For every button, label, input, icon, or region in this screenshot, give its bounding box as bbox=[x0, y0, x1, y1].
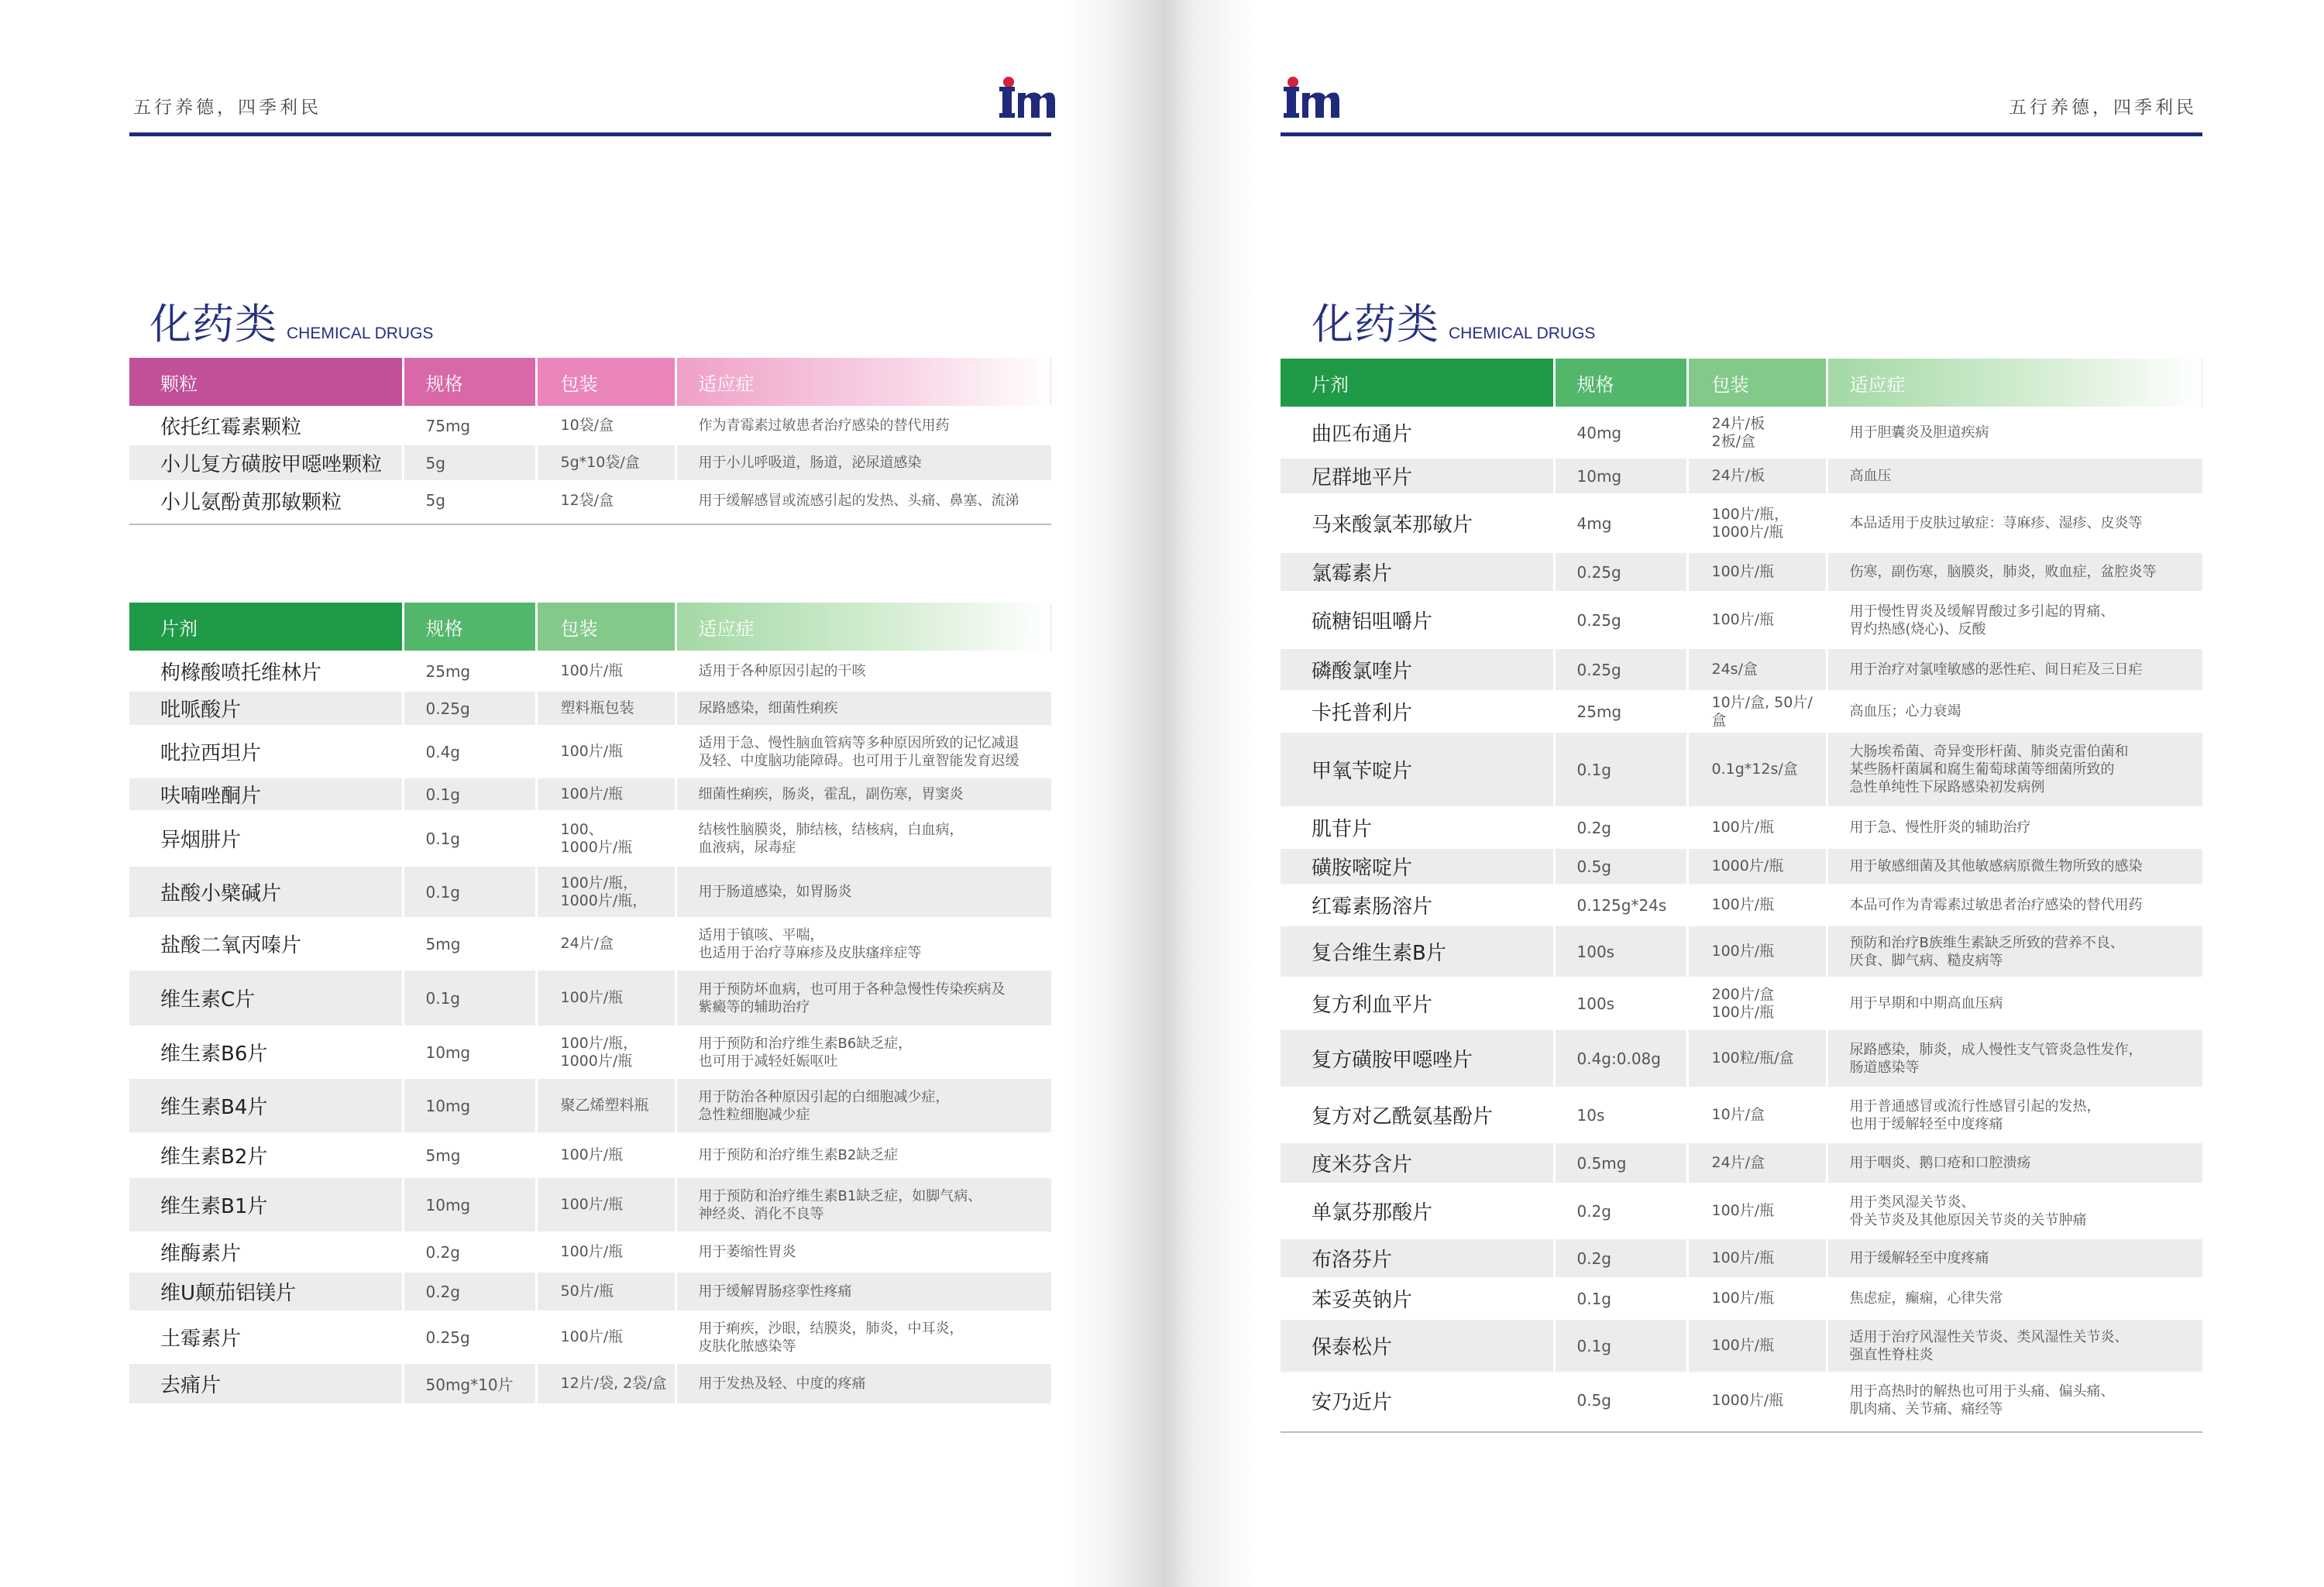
drug-spec: 0.25g bbox=[403, 1312, 536, 1363]
drug-package: 1000片/瓶 bbox=[1687, 1373, 1827, 1427]
table-row bbox=[129, 652, 1051, 691]
drug-indication: 用于普通感冒或流行性感冒引起的发热， 也用于缓解轻至中度疼痛 bbox=[1827, 1088, 2202, 1142]
header-indication: 适应症 bbox=[676, 358, 1051, 407]
tablets-table bbox=[129, 603, 1051, 1403]
drug-package: 100片/瓶 bbox=[536, 1233, 676, 1272]
header-package: 包装 bbox=[536, 358, 676, 407]
drug-spec: 5mg bbox=[403, 1134, 536, 1177]
drug-package: 100、 1000片/瓶 bbox=[536, 812, 676, 866]
drug-indication: 用于痢疾，沙眼，结膜炎，肺炎，中耳炎， 皮肤化脓感染等 bbox=[676, 1312, 1051, 1363]
table-row bbox=[129, 1078, 1051, 1134]
drug-package: 100片/瓶 bbox=[1687, 552, 1827, 593]
table-row bbox=[129, 727, 1051, 778]
drug-spec: 0.125g*24s bbox=[1554, 885, 1687, 926]
drug-package: 100片/瓶， 1000片/瓶 bbox=[1687, 495, 1827, 552]
section-title-cn: 化药类 bbox=[150, 300, 277, 349]
drug-name: 马来酸氯苯那敏片 bbox=[1281, 495, 1554, 552]
table-row bbox=[1281, 692, 2202, 732]
header-indication: 适应症 bbox=[676, 603, 1051, 652]
drug-name: 卡托普利片 bbox=[1281, 692, 1554, 732]
drug-package: 100片/瓶 bbox=[536, 1312, 676, 1363]
table-row bbox=[1281, 848, 2202, 885]
drug-package: 100片/瓶 bbox=[536, 970, 676, 1027]
drug-package: 100片/瓶 bbox=[1687, 1238, 1827, 1279]
table-row bbox=[129, 1134, 1051, 1177]
drug-name: 维酶素片 bbox=[129, 1233, 403, 1272]
drug-spec: 0.1g bbox=[403, 812, 536, 866]
drug-indication: 伤寒，副伤寒，脑膜炎，肺炎，败血症，盆腔炎等 bbox=[1827, 552, 2202, 593]
drug-name: 枸橼酸喷托维林片 bbox=[129, 652, 403, 691]
drug-indication: 用于预防和治疗维生素B2缺乏症 bbox=[676, 1134, 1051, 1177]
drug-indication: 细菌性痢疾，肠炎，霍乱，副伤寒，胃窦炎 bbox=[676, 778, 1051, 812]
drug-name: 安乃近片 bbox=[1281, 1373, 1554, 1427]
section-title-en: CHEMICAL DRUGS bbox=[1449, 325, 1596, 342]
header-package: 包装 bbox=[1687, 359, 1827, 408]
drug-name: 复方磺胺甲噁唑片 bbox=[1281, 1029, 1554, 1088]
drug-name: 苯妥英钠片 bbox=[1281, 1279, 1554, 1319]
drug-indication: 用于胆囊炎及胆道疾病 bbox=[1827, 408, 2202, 458]
drug-spec: 0.25g bbox=[1554, 648, 1687, 692]
header-spec: 规格 bbox=[403, 358, 536, 407]
table-row bbox=[129, 919, 1051, 970]
drug-indication: 用于预防和治疗维生素B6缺乏症， 也可用于减轻妊娠呕吐 bbox=[676, 1027, 1051, 1078]
drug-indication: 用于早期和中期高血压病 bbox=[1827, 978, 2202, 1029]
header-category: 颗粒 bbox=[129, 358, 403, 407]
drug-name: 红霉素肠溶片 bbox=[1281, 885, 1554, 926]
drug-name: 盐酸小檗碱片 bbox=[129, 866, 403, 919]
drug-indication: 适用于镇咳、平喘， 也适用于治疗荨麻疹及皮肤瘙痒症等 bbox=[676, 919, 1051, 970]
drug-package: 50片/瓶 bbox=[536, 1272, 676, 1312]
drug-indication: 用于预防坏血病，也可用于各种急慢性传染疾病及 紫癜等的辅助治疗 bbox=[676, 970, 1051, 1027]
drug-name: 小儿复方磺胺甲噁唑颗粒 bbox=[129, 445, 403, 482]
drug-name: 保泰松片 bbox=[1281, 1319, 1554, 1373]
header-spec: 规格 bbox=[1554, 359, 1687, 408]
drug-name: 度米芬含片 bbox=[1281, 1142, 1554, 1184]
drug-name: 依托红霉素颗粒 bbox=[129, 407, 403, 445]
drug-package: 100片/瓶 bbox=[536, 778, 676, 812]
drug-spec: 0.2g bbox=[1554, 1184, 1687, 1238]
drug-spec: 0.1g bbox=[1554, 732, 1687, 808]
table-row bbox=[129, 407, 1051, 445]
table-row bbox=[1281, 732, 2202, 808]
table-header-row bbox=[129, 603, 1051, 652]
drug-spec: 75mg bbox=[403, 407, 536, 445]
table-row bbox=[1281, 1184, 2202, 1238]
drug-name: 单氯芬那酸片 bbox=[1281, 1184, 1554, 1238]
drug-spec: 0.1g bbox=[1554, 1319, 1687, 1373]
drug-indication: 用于治疗对氯喹敏感的恶性疟、间日疟及三日疟 bbox=[1827, 648, 2202, 692]
drug-name: 复合维生素B片 bbox=[1281, 926, 1554, 978]
drug-indication: 适用于各种原因引起的干咳 bbox=[676, 652, 1051, 691]
drug-name: 维生素C片 bbox=[129, 970, 403, 1027]
table-row bbox=[1281, 885, 2202, 926]
drug-spec: 50mg*10片 bbox=[403, 1363, 536, 1403]
drug-indication: 尿路感染，肺炎，成人慢性支气管炎急性发作， 肠道感染等 bbox=[1827, 1029, 2202, 1088]
drug-spec: 25mg bbox=[403, 652, 536, 691]
drug-name: 吡拉西坦片 bbox=[129, 727, 403, 778]
drug-package: 1000片/瓶 bbox=[1687, 848, 1827, 885]
header-package: 包装 bbox=[536, 603, 676, 652]
section-title bbox=[150, 291, 433, 351]
drug-name: 土霉素片 bbox=[129, 1312, 403, 1363]
drug-package: 10袋/盒 bbox=[536, 407, 676, 445]
drug-package: 100片/瓶 bbox=[536, 1177, 676, 1233]
drug-indication: 本品可作为青霉素过敏患者治疗感染的替代用药 bbox=[1827, 885, 2202, 926]
drug-package: 100片/瓶 bbox=[1687, 593, 1827, 648]
drug-spec: 0.2g bbox=[403, 1233, 536, 1272]
drug-spec: 100s bbox=[1554, 926, 1687, 978]
drug-package: 24片/板 bbox=[1687, 458, 1827, 495]
drug-package: 24片/盒 bbox=[536, 919, 676, 970]
drug-package: 100片/瓶 bbox=[1687, 1184, 1827, 1238]
drug-indication: 用于小儿呼吸道，肠道，泌尿道感染 bbox=[676, 445, 1051, 482]
table-row bbox=[129, 1312, 1051, 1363]
drug-indication: 用于萎缩性胃炎 bbox=[676, 1233, 1051, 1272]
table-row bbox=[1281, 552, 2202, 593]
drug-name: 维生素B6片 bbox=[129, 1027, 403, 1078]
table-row bbox=[1281, 1088, 2202, 1142]
drug-indication: 用于缓解轻至中度疼痛 bbox=[1827, 1238, 2202, 1279]
drug-name: 维生素B4片 bbox=[129, 1078, 403, 1134]
drug-package: 100片/瓶， 1000片/瓶， bbox=[536, 866, 676, 919]
slogan: 五行养德，四季利民 bbox=[133, 98, 321, 118]
drug-indication: 用于预防和治疗维生素B1缺乏症，如脚气病、 神经炎、消化不良等 bbox=[676, 1177, 1051, 1233]
drug-package: 100片/瓶 bbox=[536, 652, 676, 691]
drug-name: 异烟肼片 bbox=[129, 812, 403, 866]
drug-name: 维U颠茄铝镁片 bbox=[129, 1272, 403, 1312]
table-bottom-line bbox=[1281, 1431, 2202, 1433]
section-title-cn: 化药类 bbox=[1312, 300, 1439, 349]
drug-indication: 尿路感染，细菌性痢疾 bbox=[676, 691, 1051, 727]
drug-package: 100片/瓶 bbox=[1687, 808, 1827, 848]
drug-spec: 0.2g bbox=[1554, 1238, 1687, 1279]
brand-logo-icon bbox=[1282, 76, 1339, 119]
table-row bbox=[1281, 408, 2202, 458]
drug-indication: 作为青霉素过敏患者治疗感染的替代用药 bbox=[676, 407, 1051, 445]
drug-spec: 0.5g bbox=[1554, 848, 1687, 885]
drug-name: 吡哌酸片 bbox=[129, 691, 403, 727]
table-row bbox=[129, 1177, 1051, 1233]
drug-indication: 用于肠道感染，如胃肠炎 bbox=[676, 866, 1051, 919]
drug-spec: 0.2g bbox=[403, 1272, 536, 1312]
drug-indication: 焦虑症，癫痫，心律失常 bbox=[1827, 1279, 2202, 1319]
drug-spec: 10s bbox=[1554, 1088, 1687, 1142]
drug-name: 布洛芬片 bbox=[1281, 1238, 1554, 1279]
drug-name: 复方对乙酰氨基酚片 bbox=[1281, 1088, 1554, 1142]
drug-package: 0.1g*12s/盒 bbox=[1687, 732, 1827, 808]
drug-spec: 5g bbox=[403, 445, 536, 482]
table-row bbox=[1281, 1029, 2202, 1088]
drug-spec: 10mg bbox=[403, 1177, 536, 1233]
table-row bbox=[1281, 1319, 2202, 1373]
drug-package: 10片/盒, 50片/盒 bbox=[1687, 692, 1827, 732]
drug-indication: 本品适用于皮肤过敏症：荨麻疹、湿疹、皮炎等 bbox=[1827, 495, 2202, 552]
table-row bbox=[1281, 1373, 2202, 1427]
table-row bbox=[129, 970, 1051, 1027]
drug-name: 小儿氨酚黄那敏颗粒 bbox=[129, 482, 403, 519]
table-row bbox=[129, 445, 1051, 482]
table-row bbox=[1281, 1142, 2202, 1184]
drug-indication: 用于类风湿关节炎、 骨关节炎及其他原因关节炎的关节肿痛 bbox=[1827, 1184, 2202, 1238]
drug-package: 12袋/盒 bbox=[536, 482, 676, 519]
drug-package: 100片/瓶 bbox=[1687, 1279, 1827, 1319]
drug-indication: 预防和治疗B族维生素缺乏所致的营养不良、 厌食、脚气病、糙皮病等 bbox=[1827, 926, 2202, 978]
drug-package: 塑料瓶包装 bbox=[536, 691, 676, 727]
drug-indication: 用于缓解胃肠痉挛性疼痛 bbox=[676, 1272, 1051, 1312]
section-title bbox=[1312, 291, 1595, 351]
drug-indication: 用于急、慢性肝炎的辅助治疗 bbox=[1827, 808, 2202, 848]
table-header-row bbox=[129, 358, 1051, 407]
drug-package: 5g*10袋/盒 bbox=[536, 445, 676, 482]
drug-package: 100片/瓶 bbox=[536, 1134, 676, 1177]
drug-name: 维生素B2片 bbox=[129, 1134, 403, 1177]
header-indication: 适应症 bbox=[1827, 359, 2202, 408]
drug-indication: 用于敏感细菌及其他敏感病原微生物所致的感染 bbox=[1827, 848, 2202, 885]
drug-package: 24s/盒 bbox=[1687, 648, 1827, 692]
drug-indication: 用于缓解感冒或流感引起的发热、头痛、鼻塞、流涕 bbox=[676, 482, 1051, 519]
table-row bbox=[129, 691, 1051, 727]
drug-name: 尼群地平片 bbox=[1281, 458, 1554, 495]
drug-name: 曲匹布通片 bbox=[1281, 408, 1554, 458]
drug-indication: 大肠埃希菌、奇异变形杆菌、肺炎克雷伯菌和 某些肠杆菌属和腐生葡萄球菌等细菌所致的 急性单纯性下尿路感染初发病例 bbox=[1827, 732, 2202, 808]
drug-name: 甲氧苄啶片 bbox=[1281, 732, 1554, 808]
drug-spec: 0.1g bbox=[403, 970, 536, 1027]
table-row bbox=[1281, 495, 2202, 552]
drug-name: 硫糖铝咀嚼片 bbox=[1281, 593, 1554, 648]
slogan: 五行养德，四季利民 bbox=[2009, 98, 2197, 118]
drug-indication: 结核性脑膜炎，肺结核，结核病，白血病， 血液病，尿毒症 bbox=[676, 812, 1051, 866]
drug-spec: 0.25g bbox=[1554, 593, 1687, 648]
drug-indication: 用于慢性胃炎及缓解胃酸过多引起的胃痛、 胃灼热感(烧心)、反酸 bbox=[1827, 593, 2202, 648]
drug-package: 24片/板 2板/盒 bbox=[1687, 408, 1827, 458]
drug-indication: 高血压 bbox=[1827, 458, 2202, 495]
drug-spec: 4mg bbox=[1554, 495, 1687, 552]
drug-spec: 5mg bbox=[403, 919, 536, 970]
drug-package: 200片/盒 100片/瓶 bbox=[1687, 978, 1827, 1029]
drug-package: 聚乙烯塑料瓶 bbox=[536, 1078, 676, 1134]
table-row bbox=[1281, 648, 2202, 692]
drug-indication: 用于防治各种原因引起的白细胞减少症， 急性粒细胞减少症 bbox=[676, 1078, 1051, 1134]
table-row bbox=[1281, 1279, 2202, 1319]
tablets-table bbox=[1281, 359, 2202, 1427]
drug-spec: 0.1g bbox=[403, 866, 536, 919]
drug-indication: 高血压；心力衰竭 bbox=[1827, 692, 2202, 732]
section-title-en: CHEMICAL DRUGS bbox=[287, 325, 434, 342]
drug-spec: 0.5mg bbox=[1554, 1142, 1687, 1184]
granules-table bbox=[129, 358, 1051, 519]
table-row bbox=[1281, 926, 2202, 978]
table-row bbox=[1281, 1238, 2202, 1279]
header-rule bbox=[129, 132, 1051, 136]
table-row bbox=[129, 1363, 1051, 1403]
table-row bbox=[1281, 808, 2202, 848]
drug-name: 去痛片 bbox=[129, 1363, 403, 1403]
drug-package: 100片/瓶 bbox=[536, 727, 676, 778]
drug-indication: 适用于急、慢性脑血管病等多种原因所致的记忆减退 及轻、中度脑功能障碍。也可用于儿童智能发育迟缓 bbox=[676, 727, 1051, 778]
right-page bbox=[1162, 0, 2324, 1587]
drug-name: 氯霉素片 bbox=[1281, 552, 1554, 593]
table-row bbox=[129, 1272, 1051, 1312]
drug-spec: 5g bbox=[403, 482, 536, 519]
header-category: 片剂 bbox=[1281, 359, 1554, 408]
table-bottom-line bbox=[129, 524, 1051, 525]
drug-indication: 适用于治疗风湿性关节炎、类风湿性关节炎、 强直性脊柱炎 bbox=[1827, 1319, 2202, 1373]
drug-spec: 25mg bbox=[1554, 692, 1687, 732]
drug-package: 10片/盒 bbox=[1687, 1088, 1827, 1142]
table-row bbox=[129, 778, 1051, 812]
drug-spec: 10mg bbox=[1554, 458, 1687, 495]
drug-indication: 用于发热及轻、中度的疼痛 bbox=[676, 1363, 1051, 1403]
drug-package: 100片/瓶， 1000片/瓶 bbox=[536, 1027, 676, 1078]
table-header-row bbox=[1281, 359, 2202, 408]
drug-spec: 40mg bbox=[1554, 408, 1687, 458]
drug-spec: 0.2g bbox=[1554, 808, 1687, 848]
drug-package: 24片/盒 bbox=[1687, 1142, 1827, 1184]
table-row bbox=[129, 812, 1051, 866]
drug-spec: 10mg bbox=[403, 1078, 536, 1134]
table-row bbox=[1281, 593, 2202, 648]
table-row bbox=[129, 1233, 1051, 1272]
drug-name: 维生素B1片 bbox=[129, 1177, 403, 1233]
drug-package: 100片/瓶 bbox=[1687, 926, 1827, 978]
drug-package: 100片/瓶 bbox=[1687, 885, 1827, 926]
drug-spec: 0.4g:0.08g bbox=[1554, 1029, 1687, 1088]
drug-name: 复方利血平片 bbox=[1281, 978, 1554, 1029]
header-spec: 规格 bbox=[403, 603, 536, 652]
header-category: 片剂 bbox=[129, 603, 403, 652]
drug-spec: 10mg bbox=[403, 1027, 536, 1078]
table-row bbox=[129, 866, 1051, 919]
table-row bbox=[129, 482, 1051, 519]
drug-name: 磷酸氯喹片 bbox=[1281, 648, 1554, 692]
table-row bbox=[1281, 978, 2202, 1029]
drug-package: 100片/瓶 bbox=[1687, 1319, 1827, 1373]
drug-name: 磺胺嘧啶片 bbox=[1281, 848, 1554, 885]
table-row bbox=[1281, 458, 2202, 495]
drug-spec: 0.1g bbox=[403, 778, 536, 812]
drug-name: 呋喃唑酮片 bbox=[129, 778, 403, 812]
drug-spec: 0.5g bbox=[1554, 1373, 1687, 1427]
drug-name: 盐酸二氧丙嗪片 bbox=[129, 919, 403, 970]
header-rule bbox=[1281, 132, 2202, 136]
drug-spec: 0.25g bbox=[1554, 552, 1687, 593]
drug-spec: 100s bbox=[1554, 978, 1687, 1029]
drug-package: 12片/袋, 2袋/盒 bbox=[536, 1363, 676, 1403]
drug-indication: 用于高热时的解热也可用于头痛、偏头痛、 肌肉痛、关节痛、痛经等 bbox=[1827, 1373, 2202, 1427]
drug-spec: 0.4g bbox=[403, 727, 536, 778]
drug-package: 100粒/瓶/盒 bbox=[1687, 1029, 1827, 1088]
table-row bbox=[129, 1027, 1051, 1078]
drug-spec: 0.25g bbox=[403, 691, 536, 727]
brand-logo-icon bbox=[998, 76, 1055, 119]
drug-name: 肌苷片 bbox=[1281, 808, 1554, 848]
drug-spec: 0.1g bbox=[1554, 1279, 1687, 1319]
drug-indication: 用于咽炎、鹅口疮和口腔溃疡 bbox=[1827, 1142, 2202, 1184]
